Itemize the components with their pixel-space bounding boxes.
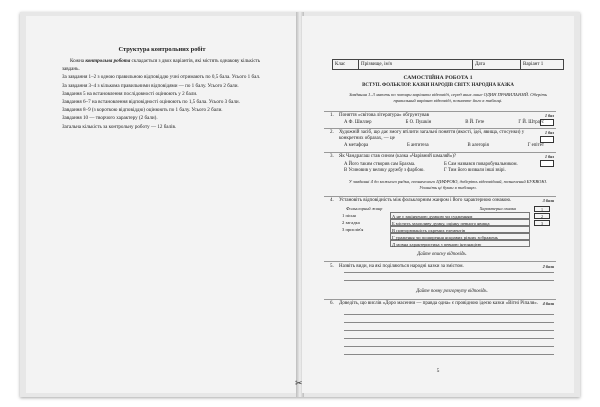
- instruction-short: Дайте описну відповідь.: [417, 252, 467, 257]
- answer-line[interactable]: [344, 272, 554, 273]
- answer-line[interactable]: [344, 338, 554, 339]
- instruction-long: Дайте повну розгорнуту відповідь.: [416, 289, 488, 294]
- question-1: 1. Поняття «світова література» обгрунтував: [330, 113, 429, 118]
- question-6: 6. Доведіть, що вислів «Доро масенни — правда одна» є провідною ідеєю казки «Вітні Ріпаля».: [330, 301, 538, 306]
- divider: [324, 196, 556, 197]
- option[interactable]: В Й. Гете: [465, 120, 485, 125]
- divider: [324, 128, 556, 129]
- class-field[interactable]: Клас: [333, 60, 359, 69]
- variant-label: Варіант 1: [523, 62, 544, 67]
- match-row: 1 пісня А не є закінченою думкою чи судженням: [342, 212, 542, 219]
- option[interactable]: Г епітет: [527, 143, 544, 148]
- points-label: 1 бал: [544, 113, 554, 118]
- match-row: 2 загадка Б містить захопливу думку, оцінку певного явища: [342, 219, 542, 226]
- option[interactable]: Г Й. Штраус: [518, 120, 544, 125]
- scissors-icon: ✂: [295, 378, 303, 388]
- structure-line: Завдання 6–7 на встановлення відповідності оцінюють по 1,5 бала. Усього 3 бали.: [62, 99, 240, 106]
- structure-intro: Кожна контрольна робота складається з двох варіантів, які містять однакову кількість завдань.: [62, 58, 261, 73]
- student-header: [332, 59, 564, 70]
- points-label: 1 бал: [544, 130, 554, 135]
- option[interactable]: А Його таким створив сам Брахма.: [344, 162, 416, 167]
- answer-line[interactable]: [344, 322, 554, 323]
- answer-cell[interactable]: 1: [534, 206, 550, 212]
- match-header: Фольклорний жанр Характерна ознака: [346, 206, 516, 211]
- match-row: 3 прислів'я В повторюваність окремих елементів: [342, 226, 542, 233]
- divider: [324, 111, 556, 112]
- left-page: [26, 16, 298, 393]
- points-label: 4 бали: [542, 301, 554, 306]
- answer-grid-4: [534, 206, 550, 227]
- structure-line: За завдання 1–2 з одною правильною відповіддю учні отримають по 0,5 бала. Усього 1 бал.: [62, 74, 261, 81]
- structure-line: Завдання 5 на встановлення послідовності оцінюють у 2 бали.: [62, 90, 198, 97]
- structure-text: [62, 57, 268, 131]
- question-3: 3. Як Чандрагаш став сином (казка «Чарівний шмаляй»)?: [330, 154, 457, 159]
- question-4: 4. Установіть відповідність між фольклорним жанром і його характерною ознакою.: [330, 198, 512, 203]
- options-2: [344, 143, 544, 148]
- divider: [324, 152, 556, 153]
- answer-line[interactable]: [344, 314, 554, 315]
- divider: [324, 299, 556, 300]
- instruction-1: Завдання 1–3 мають по чотири варіанти відповіді, серед яких лише ОДИН ПРАВИЛЬНИЙ. Оберіть правильний варіант відповіді, позначте його в таблиці.: [349, 92, 547, 103]
- divider: [324, 261, 556, 262]
- match-row: Д мовна характеристика з певною інтонацією: [342, 240, 542, 247]
- answer-cell[interactable]: 3: [534, 220, 550, 226]
- option[interactable]: А метафора: [344, 143, 369, 148]
- option[interactable]: Б О. Пушкін: [405, 120, 432, 125]
- answer-line[interactable]: [344, 354, 554, 355]
- answer-cell[interactable]: 2: [534, 213, 550, 219]
- points-label: 1 бал: [544, 154, 554, 159]
- match-row: Г ураження чи поширення яскравих різних зображень: [342, 233, 542, 240]
- workbook-spread: [20, 12, 580, 397]
- work-subtitle: ВСТУП. ФОЛЬКЛОР. КАЗКИ НАРОДІВ СВІТУ. НАРОДНА КАЗКА: [362, 83, 514, 88]
- options-3: [344, 162, 544, 173]
- structure-line: Завдання 8–9 (з короткою відповіддю) оцінюють по 1 балу. Усього 2 бали.: [62, 107, 223, 114]
- answer-line[interactable]: [344, 330, 554, 331]
- date-field[interactable]: Дата: [473, 60, 521, 69]
- instruction-2: У завданні 4 до кожного рядка, позначеного ЦИФРОЮ, доберіть відповідний, позначений БУКВОЮ. Упишіть ці букви в таблицю.: [348, 179, 548, 190]
- work-title: САМОСТІЙНА РОБОТА 1: [403, 75, 473, 81]
- answer-line[interactable]: [344, 280, 554, 281]
- option[interactable]: Б антитеза: [407, 143, 429, 148]
- points-label: 3 бали: [542, 198, 554, 203]
- question-5: 5. Назвіть види, на які поділяються народні казки за змістом.: [330, 264, 464, 269]
- question-2: 2. Художній засіб, що дає змогу втілити загальні поняття (якості, ідеї, явища, стосунки) у конкретних образах, — це: [330, 130, 525, 142]
- right-page: [302, 16, 574, 393]
- answer-box-2[interactable]: [540, 136, 554, 143]
- option[interactable]: Г Тим його визвали інші звірі.: [444, 168, 506, 173]
- option[interactable]: В Усиновив у велику дружбу з фарбою.: [344, 168, 425, 173]
- structure-line: За завдання 3–4 з кількома правильними відповідями — по 1 балу. Усього 2 бали.: [62, 82, 239, 89]
- page-number: 5: [436, 368, 440, 374]
- left-page-title: Структура контрольних робіт: [118, 46, 206, 53]
- structure-line: Загальна кількість за контрольну роботу — 12 балів.: [62, 123, 177, 130]
- options-1: [344, 120, 544, 125]
- option[interactable]: В алегорія: [467, 143, 489, 148]
- answer-line[interactable]: [344, 346, 554, 347]
- structure-line: Завдання 10 — творчого характеру (2 бали).: [62, 115, 158, 122]
- name-field[interactable]: Прізвище, ім'я: [359, 60, 473, 69]
- points-label: 2 бали: [542, 264, 554, 269]
- option[interactable]: Б Сам назвався поваробувальником.: [444, 162, 518, 167]
- option[interactable]: А Ф. Шиллер: [344, 120, 372, 125]
